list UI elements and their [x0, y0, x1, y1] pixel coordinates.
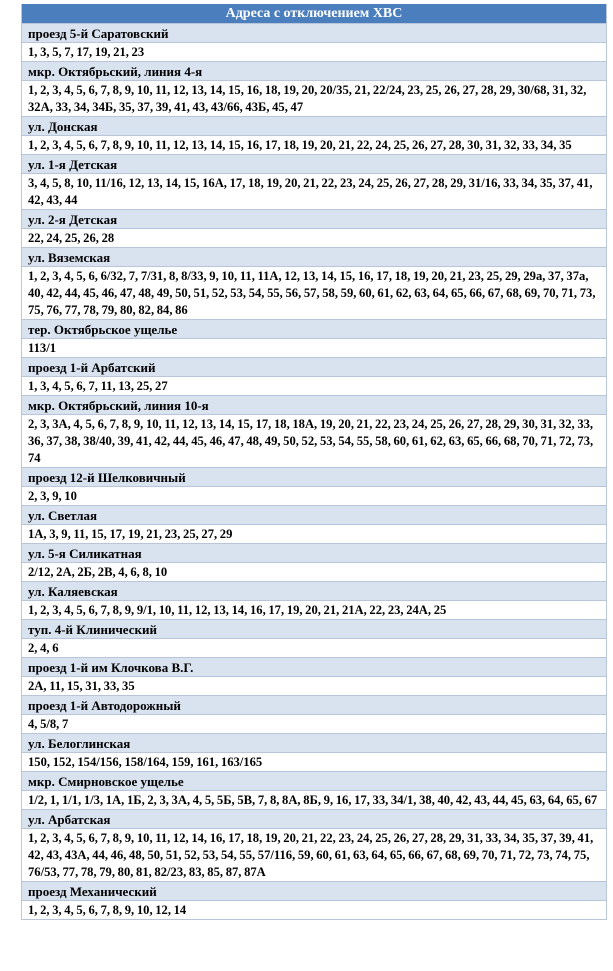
street-name: проезд 1-й Автодорожный [22, 696, 606, 715]
street-name: ул. Арбатская [22, 810, 606, 829]
house-numbers: 1, 2, 3, 4, 5, 6, 7, 8, 9, 10, 11, 12, 13, 14, 15, 16, 18, 19, 20, 20/35, 21, 22/24, 23, 25, 26, 27, 28, 29, 30/68, 31, 32, 32А, 33, 34, 34Б, 35, 37, 39, 41, 43, 43/66, 43Б, 45, 47 [22, 81, 606, 117]
house-numbers: 1, 3, 5, 7, 17, 19, 21, 23 [22, 43, 606, 62]
street-name: тер. Октябрьское ущелье [22, 320, 606, 339]
house-numbers: 1, 2, 3, 4, 5, 6, 7, 8, 9, 10, 11, 12, 13, 14, 15, 16, 17, 18, 19, 20, 21, 22, 24, 25, 26, 27, 28, 30, 31, 32, 33, 34, 35 [22, 136, 606, 155]
street-name: ул. Вяземская [22, 248, 606, 267]
house-numbers: 1, 2, 3, 4, 5, 6, 7, 8, 9, 10, 12, 14 [22, 901, 606, 920]
street-name: проезд 1-й Арбатский [22, 358, 606, 377]
house-numbers: 1, 3, 4, 5, 6, 7, 11, 13, 25, 27 [22, 377, 606, 396]
street-name: ул. Белоглинская [22, 734, 606, 753]
house-numbers: 113/1 [22, 339, 606, 358]
house-numbers: 1А, 3, 9, 11, 15, 17, 19, 21, 23, 25, 27, 29 [22, 525, 606, 544]
house-numbers: 22, 24, 25, 26, 28 [22, 229, 606, 248]
house-numbers: 2, 3, 3А, 4, 5, 6, 7, 8, 9, 10, 11, 12, 13, 14, 15, 17, 18, 18А, 19, 20, 21, 22, 23, 24, 25, 26, 27, 28, 29, 30, 31, 32, 33, 36, 37, 38, 38/40, 39, 41, 42, 44, 45, 46, 47, 48, 49, 50, 52, 53, 54, 55, 58, 60, 61, 62, 63, 65, 66, 68, 70, 71, 72, 73, 74 [22, 415, 606, 468]
street-name: проезд 5-й Саратовский [22, 24, 606, 43]
table-body [22, 24, 606, 920]
house-numbers: 1, 2, 3, 4, 5, 6, 7, 8, 9, 10, 11, 12, 14, 16, 17, 18, 19, 20, 21, 22, 23, 24, 25, 26, 27, 28, 29, 31, 33, 34, 35, 37, 39, 41, 42, 43, 43А, 44, 46, 48, 50, 51, 52, 53, 54, 55, 57/116, 59, 60, 61, 63, 64, 65, 66, 67, 68, 69, 70, 71, 72, 73, 74, 75, 76/53, 77, 78, 79, 80, 81, 82/23, 83, 85, 87, 87А [22, 829, 606, 882]
house-numbers: 1, 2, 3, 4, 5, 6, 7, 8, 9, 9/1, 10, 11, 12, 13, 14, 16, 17, 19, 20, 21, 21А, 22, 23, 24А, 25 [22, 601, 606, 620]
street-name: проезд Механический [22, 882, 606, 901]
house-numbers: 2, 3, 9, 10 [22, 487, 606, 506]
table-title: Адреса с отключением ХВС [22, 4, 606, 24]
street-name: ул. 1-я Детская [22, 155, 606, 174]
street-name: проезд 1-й им Клочкова В.Г. [22, 658, 606, 677]
street-name: туп. 4-й Клинический [22, 620, 606, 639]
street-name: ул. Светлая [22, 506, 606, 525]
street-name: ул. Донская [22, 117, 606, 136]
house-numbers: 2А, 11, 15, 31, 33, 35 [22, 677, 606, 696]
house-numbers: 1, 2, 3, 4, 5, 6, 6/32, 7, 7/31, 8, 8/33, 9, 10, 11, 11А, 12, 13, 14, 15, 16, 17, 18, 19, 20, 21, 23, 25, 29, 29а, 37, 37а, 40, 42, 44, 45, 46, 47, 48, 49, 50, 51, 52, 53, 54, 55, 56, 57, 58, 59, 60, 61, 62, 63, 64, 65, 66, 67, 68, 69, 70, 71, 73, 75, 76, 77, 78, 79, 80, 82, 84, 86 [22, 267, 606, 320]
house-numbers: 1/2, 1, 1/1, 1/3, 1А, 1Б, 2, 3, 3А, 4, 5, 5Б, 5В, 7, 8, 8А, 8Б, 9, 16, 17, 33, 34/1, 38, 40, 42, 43, 44, 45, 63, 64, 65, 67 [22, 791, 606, 810]
house-numbers: 3, 4, 5, 8, 10, 11/16, 12, 13, 14, 15, 16А, 17, 18, 19, 20, 21, 22, 23, 24, 25, 26, 27, 28, 29, 31/16, 33, 34, 35, 37, 41, 42, 43, 44 [22, 174, 606, 210]
street-name: мкр. Октябрьский, линия 10-я [22, 396, 606, 415]
house-numbers: 4, 5/8, 7 [22, 715, 606, 734]
addresses-table [21, 4, 607, 920]
house-numbers: 2, 4, 6 [22, 639, 606, 658]
street-name: проезд 12-й Шелковичный [22, 468, 606, 487]
house-numbers: 150, 152, 154/156, 158/164, 159, 161, 163/165 [22, 753, 606, 772]
street-name: мкр. Октябрьский, линия 4-я [22, 62, 606, 81]
house-numbers: 2/12, 2А, 2Б, 2В, 4, 6, 8, 10 [22, 563, 606, 582]
street-name: мкр. Смирновское ущелье [22, 772, 606, 791]
street-name: ул. 2-я Детская [22, 210, 606, 229]
street-name: ул. Каляевская [22, 582, 606, 601]
street-name: ул. 5-я Силикатная [22, 544, 606, 563]
